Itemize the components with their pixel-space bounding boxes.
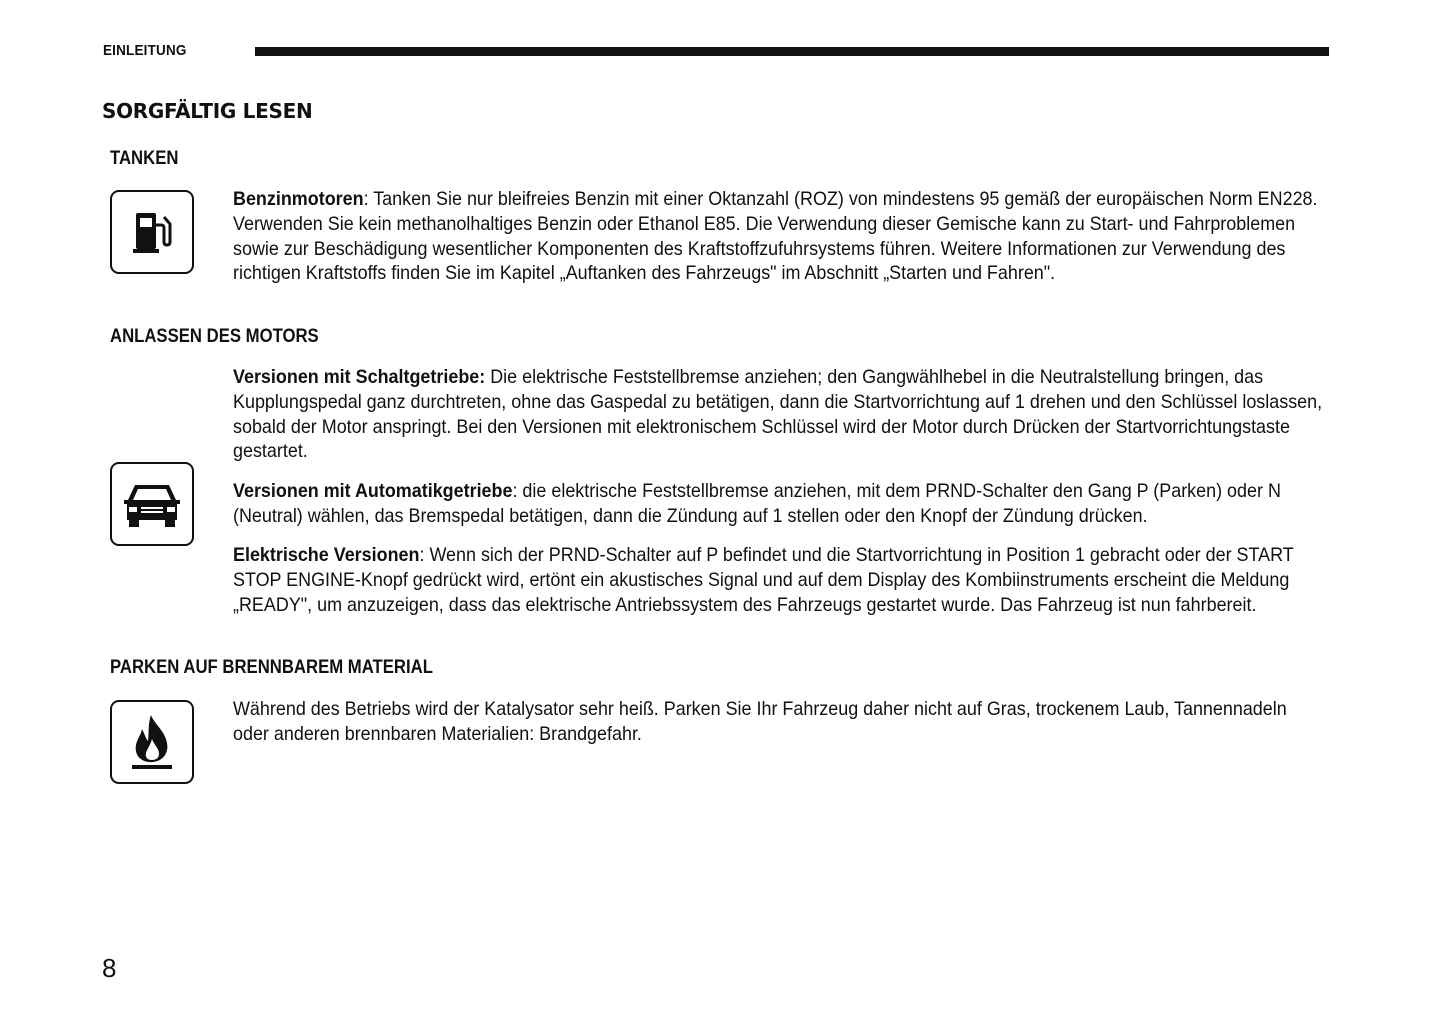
section-heading-parken: PARKEN AUF BRENNBAREM MATERIAL: [110, 657, 433, 678]
header-rule: [255, 47, 1329, 56]
fire-hazard-icon: [129, 713, 175, 771]
section-heading-tanken: TANKEN: [110, 148, 179, 169]
paragraph-elektrische-versionen: [233, 543, 1323, 617]
paragraph-lead: Versionen mit Schaltgetriebe:: [233, 366, 486, 388]
page-number: 8: [102, 953, 117, 983]
paragraph-lead: Elektrische Versionen: [233, 544, 420, 566]
paragraph-text: : Tanken Sie nur bleifreies Benzin mit einer Oktanzahl (ROZ) von mindestens 95 gemäß der europäischen Norm EN228. Verwenden Sie kein methanolhaltiges Benzin oder Ethanol E85. Die Verwendung dieser Gemische kann zu Start- und Fahrproblemen sowie zur Beschädigung wesentlicher Komponenten des Kraftstoffzufuhrsystems führen. Weitere Informationen zur Verwendung des richtigen Kraftstoffs finden Sie im Kapitel „Auftanken des Fahrzeugs" im Abschnitt „Starten und Fahren".: [233, 188, 1318, 285]
paragraph-lead: Versionen mit Automatikgetriebe: [233, 480, 513, 502]
paragraph-katalysator: [233, 697, 1323, 747]
car-icon-frame: [110, 462, 194, 546]
paragraph-schaltgetriebe: [233, 365, 1323, 464]
section-heading-anlassen: ANLASSEN DES MOTORS: [110, 326, 319, 347]
paragraph-text: : Wenn sich der PRND-Schalter auf P befindet und die Startvorrichtung in Position 1 gebracht oder der START STOP ENGINE-Knopf gedrückt wird, ertönt ein akustisches Signal und auf dem Display des Kombiinstruments erscheint die Meldung „READY", um anzuzeigen, dass das elektrische Antriebssystem des Fahrzeugs gestartet wurde. Das Fahrzeug ist nun fahrbereit.: [233, 544, 1294, 616]
paragraph-text: Die elektrische Feststellbremse anziehen; den Gangwählhebel in die Neutralstellung bringen, das Kupplungspedal ganz durchtreten, ohne das Gaspedal zu betätigen, dann die Startvorrichtung auf 1 drehen und den Schlüssel loslassen, sobald der Motor anspringt. Bei den Versionen mit elektronischem Schlüssel wird der Motor durch Drücken der Startvorrichtungstaste gestartet.: [233, 366, 1323, 463]
paragraph-benzinmotoren: [233, 187, 1323, 286]
paragraph-text: Während des Betriebs wird der Katalysator sehr heiß. Parken Sie Ihr Fahrzeug daher nicht auf Gras, trockenem Laub, Tannennadeln oder anderen brennbaren Materialien: Brandgefahr.: [233, 698, 1287, 745]
fire-icon-frame: [110, 700, 194, 784]
paragraph-lead: Benzinmotoren: [233, 188, 364, 210]
fuel-icon-frame: [110, 190, 194, 274]
car-front-icon: [121, 480, 183, 528]
fuel-pump-icon: [129, 207, 175, 257]
page-title: SORGFÄLTIG LESEN: [102, 99, 313, 123]
paragraph-automatikgetriebe: [233, 479, 1323, 529]
paragraph-text: : die elektrische Feststellbremse anziehen, mit dem PRND-Schalter den Gang P (Parken) oder N (Neutral) wählen, das Bremspedal betätigen, dann die Zündung auf 1 stellen oder den Knopf der Zündung drücken.: [233, 480, 1281, 527]
running-header: EINLEITUNG: [103, 42, 187, 59]
